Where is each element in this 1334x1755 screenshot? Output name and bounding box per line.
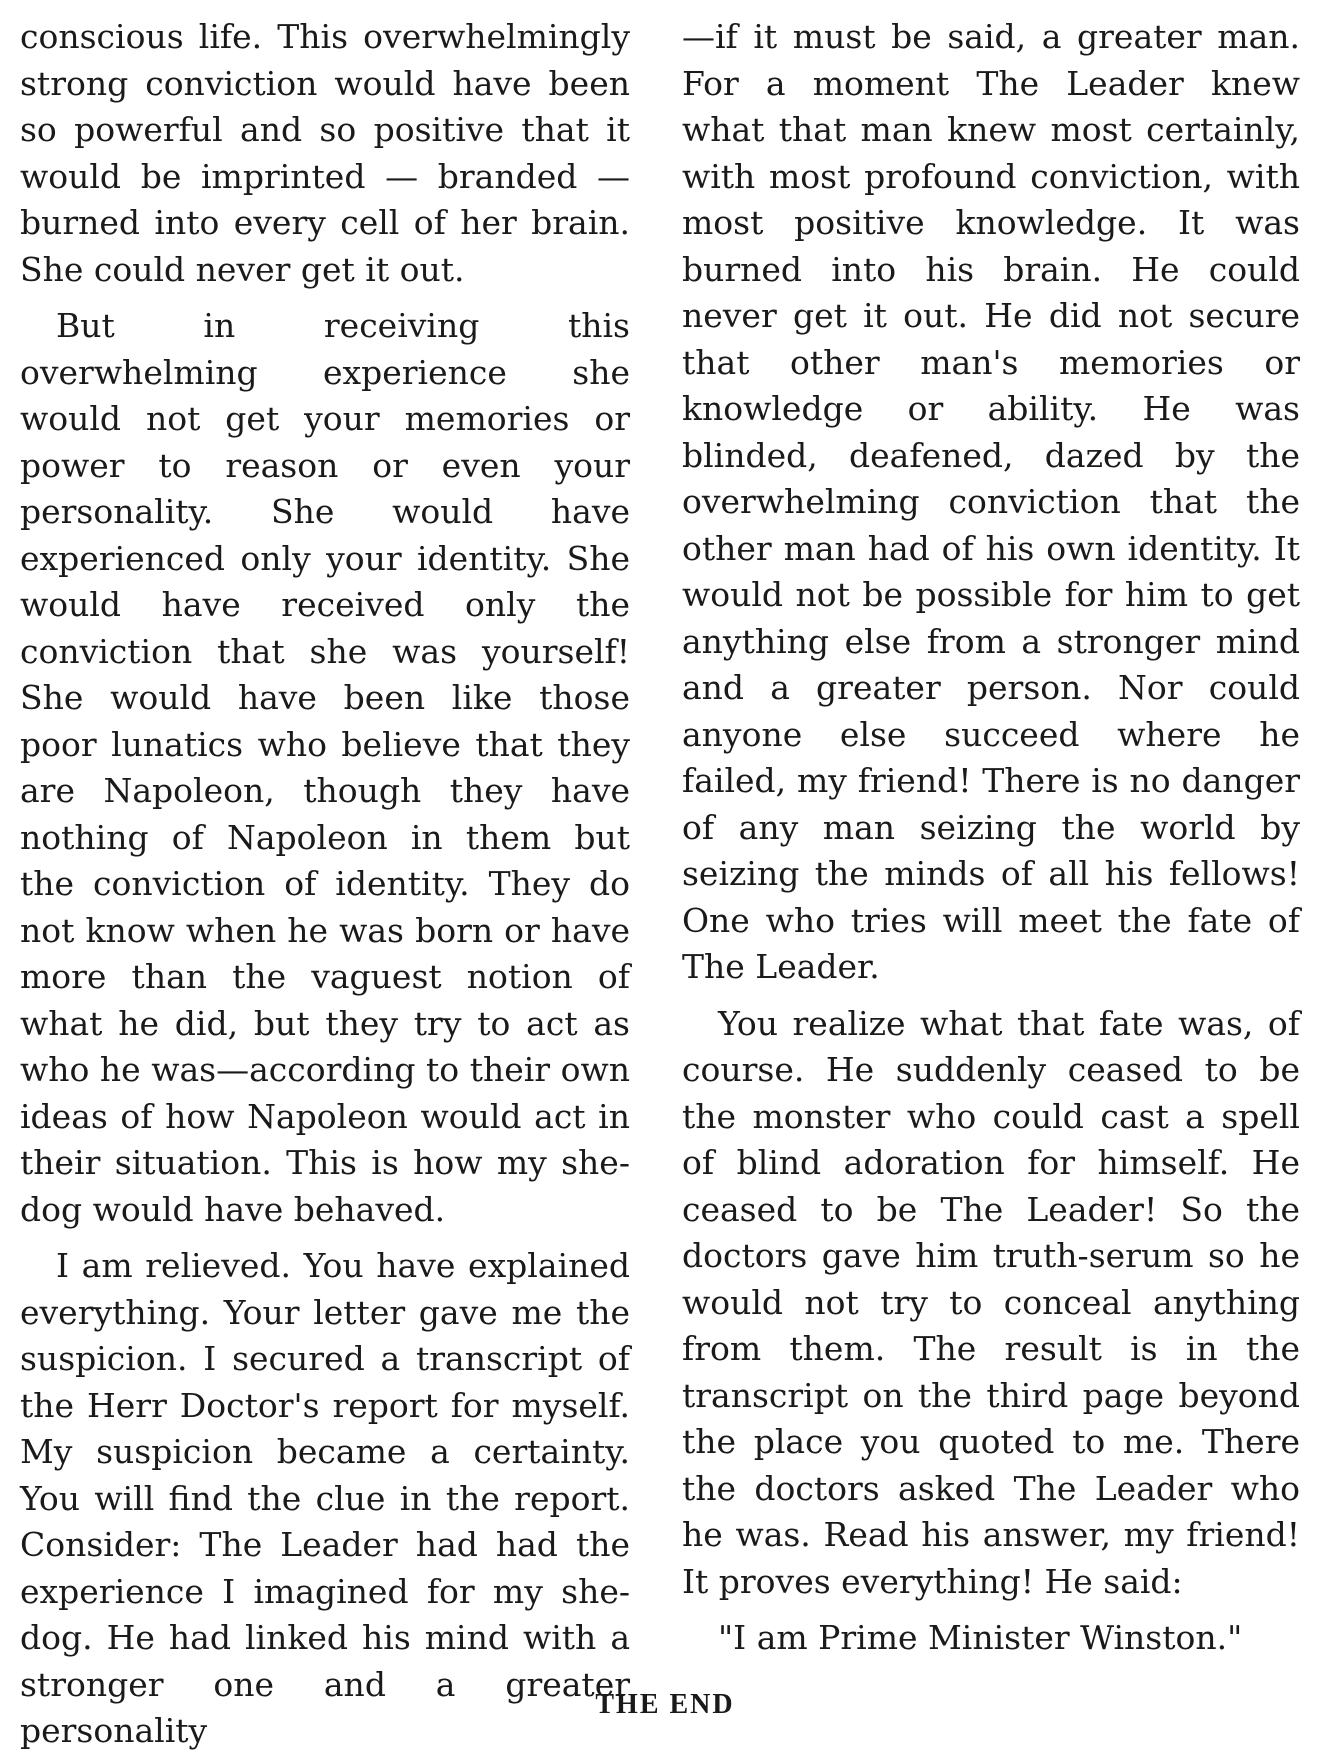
right-column [682,14,1300,1662]
closing-quote: "I am Prime Minister Winston." [718,1618,1243,1657]
the-end-label: THE END [595,1689,735,1720]
paragraph: You realize what that fate was, of course. He suddenly ceased to be the monster who could cast a spell of blind adoration for himself. He ceased to be The Leader! So the doctors gave him truth-serum so he would not try to conceal anything from them. The result is in the transcript on the third page beyond the place you quoted to me. There the doctors asked The Leader who he was. Read his answer, my friend! It proves everything! He said: [682,1003,1300,1601]
left-column [20,14,630,1755]
paragraph: I am relieved. You have explained everything. Your letter gave me the suspicion. I secured a transcript of the Herr Doctor's report for myself. My suspicion became a certainty. You will find the clue in the report. Consider: The Leader had had the experience I imagined for my she-dog. He had linked his mind with a stronger one and a greater personality [20,1246,630,1750]
paragraph: conscious life. This overwhelmingly strong conviction would have been so powerful and so positive that it would be imprinted — branded — burned into every cell of her brain. She could never get it out. [20,17,630,289]
paragraph: But in receiving this overwhelming experience she would not get your memories or power to reason or even your personality. She would have experienced only your identity. She would have received only the conviction that she was yourself! She would have been like those poor lunatics who believe that they are Napoleon, though they have nothing of Napoleon in them but the conviction of identity. They do not know when he was born or have more than the vaguest notion of what he did, but they try to act as who he was—according to their own ideas of how Napoleon would act in their situation. This is how my she-dog would have behaved. [20,306,630,1229]
story-page [20,14,1310,1750]
paragraph: —if it must be said, a greater man. For a moment The Leader knew what that man knew most certainly, with most profound conviction, with most positive knowledge. It was burned into his brain. He could never get it out. He did not secure that other man's memories or knowledge or ability. He was blinded, deafened, dazed by the overwhelming conviction that the other man had of his own identity. It would not be possible for him to get anything else from a stronger mind and a greater person. Nor could anyone else succeed where he failed, my friend! There is no danger of any man seizing the world by seizing the minds of all his fellows! One who tries will meet the fate of The Leader. [682,17,1300,986]
